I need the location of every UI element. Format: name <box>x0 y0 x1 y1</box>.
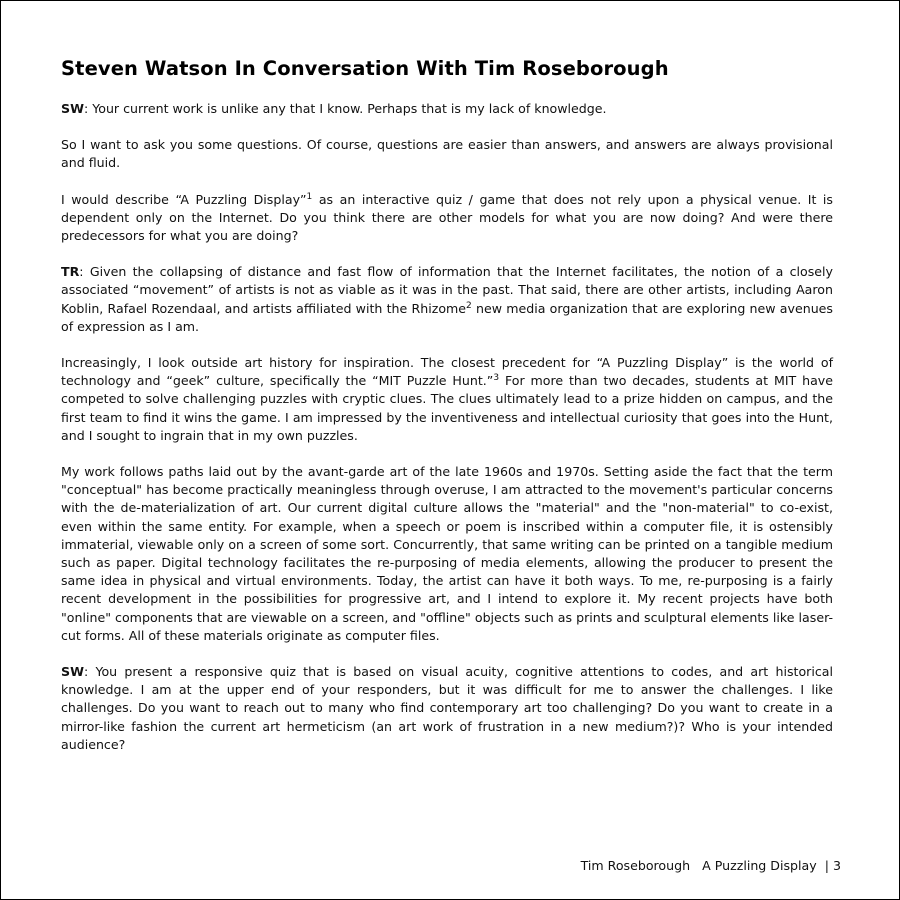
footer-publication: A Puzzling Display <box>702 858 817 873</box>
speaker-label: TR <box>61 264 80 280</box>
speaker-label: SW <box>61 664 84 680</box>
speaker-separator: : <box>79 264 90 280</box>
speaker-label: SW <box>61 101 84 116</box>
paragraph-1 <box>61 100 833 118</box>
paragraph-text: You present a responsive quiz that is based on visual acuity, cognitive attentions to codes, and art historical knowledge. I am at the upper end of your responders, but it was difficult for me to answer the challenges. I like challenges. Do you want to reach out to many who find contemporary art too challenging? Do you want to create in a mirror-like fashion the current art hermeticism (an art work of frustration in a new medium?)? Who is your intended audience? <box>61 664 833 752</box>
footnote-marker: 3 <box>493 373 500 384</box>
paragraph-7 <box>61 663 833 754</box>
page-number: | 3 <box>824 858 841 873</box>
paragraph-4 <box>61 263 833 336</box>
paragraph-text: Given the collapsing of distance and fast flow of information that the Internet facilitates, the notion of a closely associated “movement” of artists is not as viable as it was in the past. That said, there are other artists, including Aaron Koblin, Rafael Rozendaal, and artists affiliated with the Rhizome <box>61 264 833 316</box>
paragraph-3 <box>61 191 833 246</box>
page-title: Steven Watson In Conversation With Tim Roseborough <box>61 57 669 80</box>
speaker-separator: : <box>83 664 96 680</box>
paragraph-text: Increasingly, I look outside art history for inspiration. The closest precedent for “A Puzzling Display” is the world of technology and “geek” culture, specifically the “MIT Puzzle Hunt.” <box>61 355 833 389</box>
footer-author: Tim Roseborough <box>580 858 691 873</box>
paragraph-text: So I want to ask you some questions. Of course, questions are easier than answers, and answers are always provisional and fluid. <box>61 137 833 171</box>
paragraph-2 <box>61 136 833 172</box>
speaker-separator: : <box>83 101 93 116</box>
page-content <box>61 56 833 772</box>
paragraph-5 <box>61 354 833 445</box>
paragraph-text-continued: For more than two decades, students at MIT have competed to solve challenging puzzles with cryptic clues. The clues ultimately lead to a prize hidden on campus, and the first team to find it wins the game. I am impressed by the inventiveness and intellectual curiosity that goes into the Hunt, and I sought to ingrain that in my own puzzles. <box>61 373 833 443</box>
paragraph-text: My work follows paths laid out by the avant-garde art of the late 1960s and 1970s. Setting aside the fact that the term "conceptual" has become practically meaningless through overuse, I am attracted to the movement's particular concerns with the de-materialization of art. Our current digital culture allows the "material" and the "non-material" to co-exist, even within the same entity. For example, when a speech or poem is inscribed within a computer file, it is ostensibly immaterial, viewable only on a screen of some sort. Concurrently, that same writing can be printed on a tangible medium such as paper. Digital technology facilitates the re-purposing of media elements, allowing the producer to present the same idea in physical and virtual environments. Today, the artist can have it both ways. To me, re-purposing is a fairly recent development in the possibilities for progressive art, and I intend to explore it. My recent projects have both "online" components that are viewable on a screen, and "offline" objects such as prints and sculptural elements like laser-cut forms. All of these materials originate as computer files. <box>61 464 833 643</box>
footnote-marker: 1 <box>306 191 313 202</box>
page-footer <box>581 858 841 873</box>
paragraph-text: I would describe “A Puzzling Display” <box>61 191 307 207</box>
paragraph-6 <box>61 463 833 645</box>
footnote-marker: 2 <box>466 300 472 311</box>
paragraph-text-continued: as an interactive quiz / game that does not rely upon a physical venue. It is dependent only on the Internet. Do you think there are other models for what you are now doing? And were there predecessors for what you are doing? <box>61 191 833 244</box>
paragraph-text: Your current work is unlike any that I know. Perhaps that is my lack of knowledge. <box>92 101 607 116</box>
paragraph-text-continued: new media organization that are exploring new avenues of expression as I am. <box>61 300 833 334</box>
